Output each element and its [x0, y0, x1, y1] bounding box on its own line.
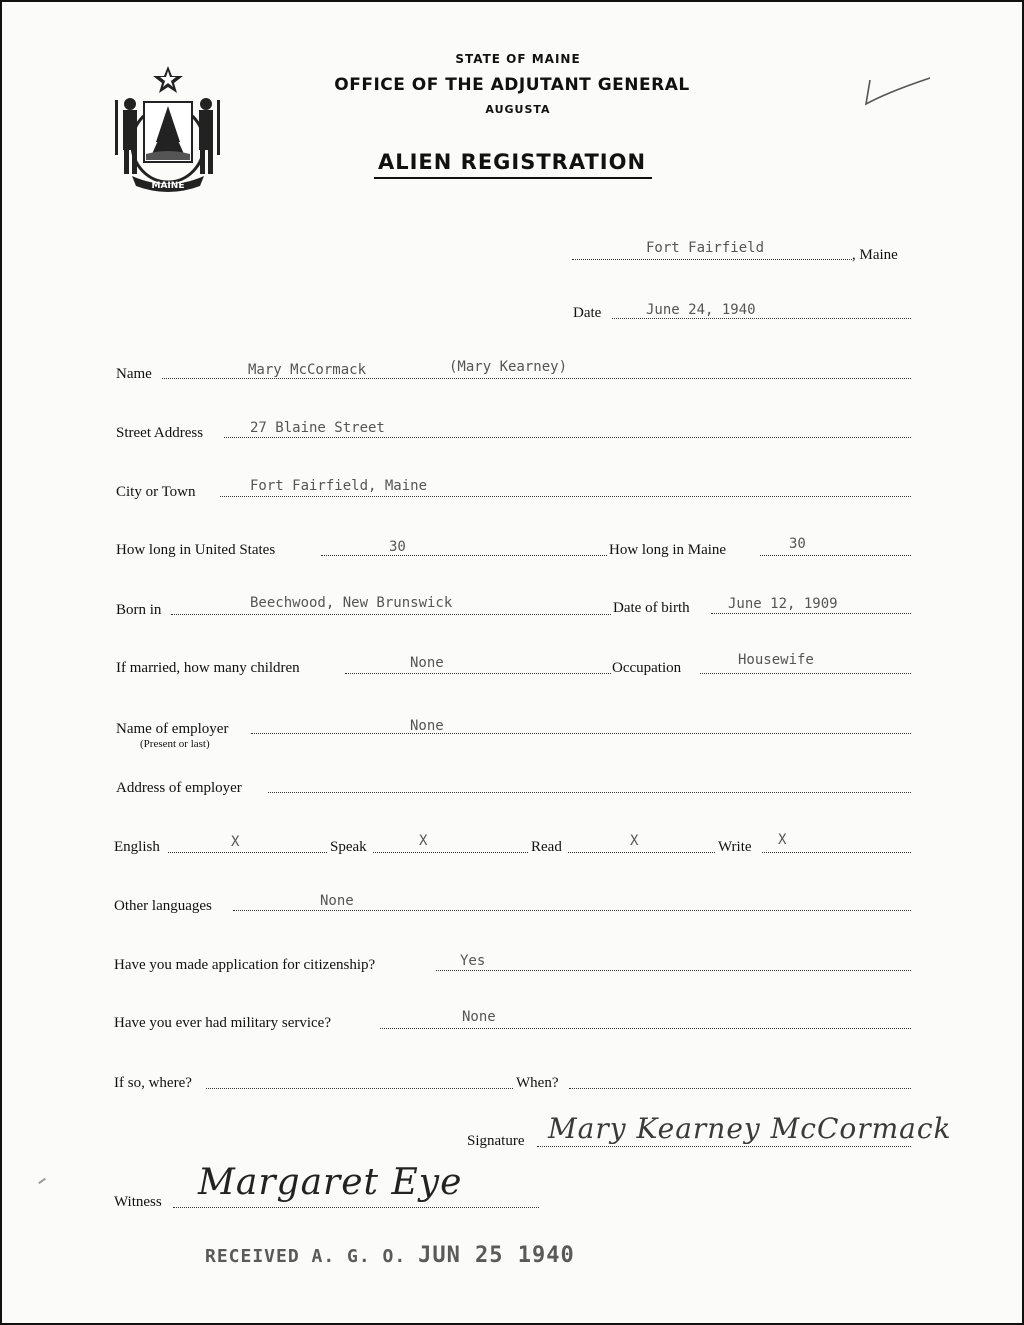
stamp-date: JUN 25 1940: [418, 1243, 575, 1268]
street-line: [224, 437, 911, 438]
name-alt-value[interactable]: (Mary Kearney): [449, 359, 568, 375]
name-label: Name: [116, 366, 152, 382]
signature-line: [537, 1146, 911, 1147]
speak-label: Speak: [330, 839, 367, 855]
other-languages-line: [233, 910, 911, 911]
header-office: OFFICE OF THE ADJUTANT GENERAL: [334, 75, 690, 95]
name-line: [162, 378, 911, 379]
english-value[interactable]: X: [231, 834, 240, 850]
city-label: City or Town: [116, 484, 196, 500]
birthplace-value[interactable]: Beechwood, New Brunswick: [250, 595, 453, 611]
birthplace-label: Born in: [116, 602, 162, 618]
witness-signature[interactable]: Margaret Eye: [198, 1162, 463, 1203]
citizenship-value[interactable]: Yes: [460, 953, 486, 969]
read-value[interactable]: X: [630, 833, 639, 849]
write-line: [762, 852, 911, 853]
witness-label: Witness: [114, 1194, 162, 1210]
children-value[interactable]: None: [410, 655, 444, 671]
years-us-value[interactable]: 30: [389, 539, 406, 555]
read-line: [568, 852, 715, 853]
place-suffix: , Maine: [852, 247, 898, 263]
employer-label: Name of employer: [116, 721, 229, 737]
city-value[interactable]: Fort Fairfield, Maine: [250, 478, 428, 494]
signature-label: Signature: [467, 1133, 525, 1149]
received-stamp: [205, 1243, 575, 1268]
witness-line: [173, 1207, 539, 1208]
occupation-label: Occupation: [612, 660, 682, 676]
military-line: [380, 1028, 911, 1029]
years-us-line: [321, 555, 607, 556]
write-label: Write: [718, 839, 752, 855]
street-label: Street Address: [116, 425, 204, 441]
city-line: [220, 496, 911, 497]
place-line: [572, 259, 852, 260]
military-label: Have you ever had military service?: [114, 1015, 331, 1031]
read-label: Read: [531, 839, 562, 855]
employer-address-label: Address of employer: [116, 780, 242, 796]
speak-line: [373, 852, 528, 853]
citizenship-label: Have you made application for citizenship?: [114, 957, 376, 973]
signature-value[interactable]: Mary Kearney McCormack: [548, 1112, 952, 1145]
check-mark-icon: [858, 72, 938, 112]
english-label: English: [114, 839, 160, 855]
dob-line: [711, 613, 911, 614]
name-value[interactable]: Mary McCormack: [248, 362, 367, 378]
date-label: Date: [573, 305, 602, 321]
other-languages-value[interactable]: None: [320, 893, 354, 909]
when-line: [569, 1088, 911, 1089]
military-value[interactable]: None: [462, 1009, 496, 1025]
write-value[interactable]: X: [778, 832, 787, 848]
form-title: ALIEN REGISTRATION: [377, 150, 647, 174]
english-line: [168, 852, 327, 853]
header-state: STATE OF MAINE: [455, 52, 581, 66]
dob-value[interactable]: June 12, 1909: [728, 596, 838, 612]
years-maine-label: How long in Maine: [609, 542, 727, 558]
occupation-value[interactable]: Housewife: [738, 652, 814, 668]
years-us-label: How long in United States: [116, 542, 276, 558]
citizenship-line: [436, 970, 911, 971]
date-line: [612, 318, 911, 319]
employer-value[interactable]: None: [410, 718, 444, 734]
employer-sublabel: (Present or last): [140, 738, 210, 750]
seal-text: MAINE: [151, 181, 185, 191]
title-underline: [374, 177, 652, 179]
where-line: [206, 1088, 513, 1089]
when-label: When?: [516, 1075, 559, 1091]
occupation-line: [700, 673, 911, 674]
children-label: If married, how many children: [116, 660, 300, 676]
other-languages-label: Other languages: [114, 898, 212, 914]
place-value[interactable]: Fort Fairfield: [646, 240, 765, 256]
birthplace-line: [171, 614, 611, 615]
header-city: AUGUSTA: [485, 103, 551, 116]
children-line: [345, 673, 611, 674]
speak-value[interactable]: X: [419, 833, 428, 849]
years-maine-line: [760, 555, 911, 556]
date-value[interactable]: June 24, 1940: [646, 302, 756, 318]
employer-address-line: [268, 792, 911, 793]
years-maine-value[interactable]: 30: [789, 536, 806, 552]
stamp-received-text: RECEIVED A. G. O.: [205, 1246, 407, 1267]
dob-label: Date of birth: [613, 600, 690, 616]
where-label: If so, where?: [114, 1075, 192, 1091]
employer-line: [251, 733, 911, 734]
street-value[interactable]: 27 Blaine Street: [250, 420, 385, 436]
